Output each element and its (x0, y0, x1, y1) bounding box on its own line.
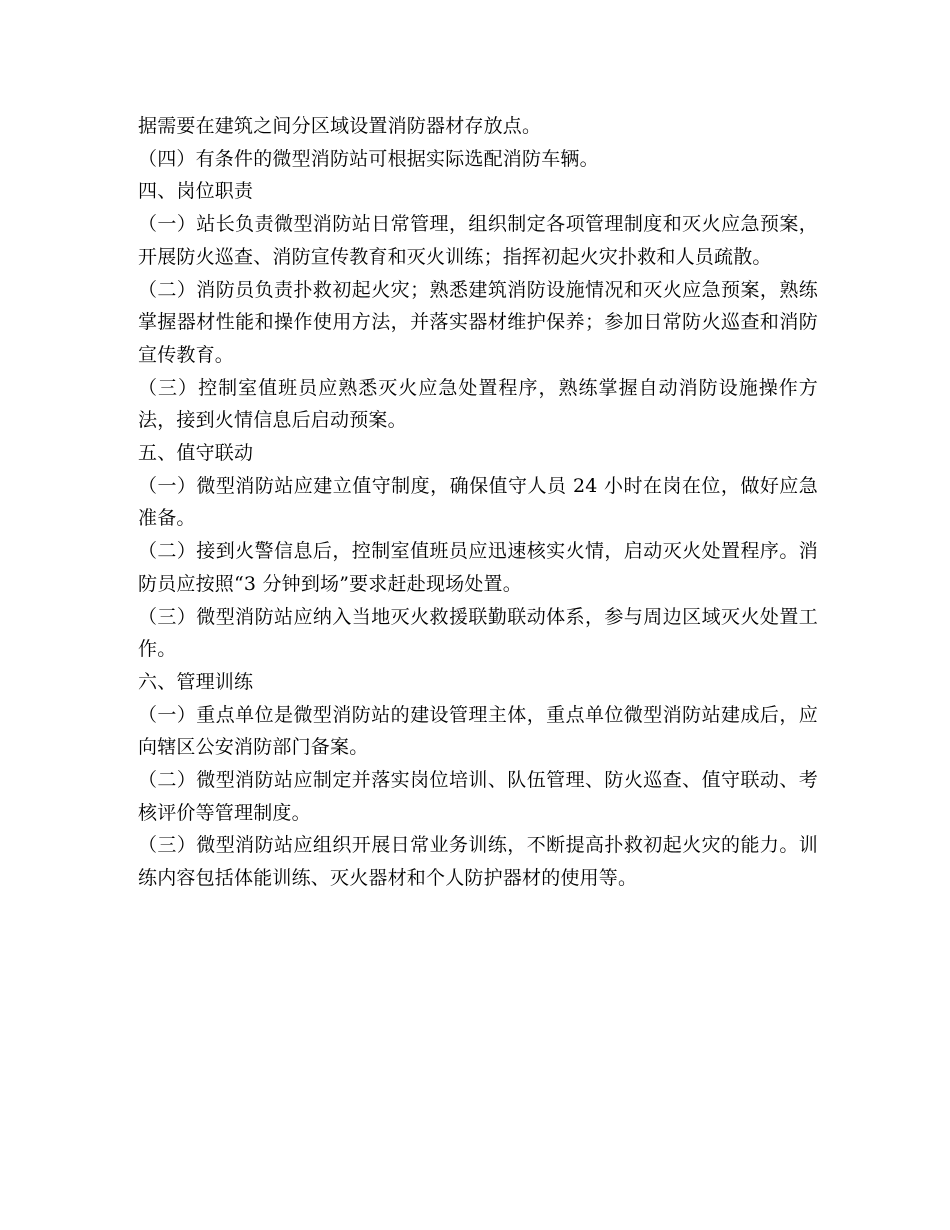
paragraph-storage-points: 据需要在建筑之间分区域设置消防器材存放点。 (138, 115, 542, 137)
paragraph-management-subject: （一）重点单位是微型消防站的建设管理主体，重点单位微型消防站建成后，应向辖区公安消防部门备案。 (138, 703, 818, 759)
paragraph-fire-alarm-response: （二）接到火警信息后，控制室值班员应迅速核实火情，启动灭火处置程序。消防员应按照“3 分钟到场”要求赶赴现场处置。 (138, 540, 818, 595)
paragraph-management-rules: （二）微型消防站应制定并落实岗位培训、队伍管理、防火巡查、值守联动、考核评价等管理制度。 (138, 769, 818, 824)
paragraph-duty-system: （一）微型消防站应建立值守制度，确保值守人员 24 小时在岗在位，做好应急准备。 (138, 474, 818, 530)
paragraph-linkage-system: （三）微型消防站应纳入当地灭火救援联勤联动体系，参与周边区域灭火处置工作。 (138, 605, 818, 661)
paragraph-station-chief: （一）站长负责微型消防站日常管理，组织制定各项管理制度和灭火应急预案，开展防火巡查、消防宣传教育和灭火训练；指挥初起火灾扑救和人员疏散。 (138, 213, 818, 268)
paragraph-fire-vehicles: （四）有条件的微型消防站可根据实际选配消防车辆。 (138, 147, 599, 170)
paragraph-control-room: （三）控制室值班员应熟悉灭火应急处置程序，熟练掌握自动消防设施操作方法，接到火情信息后启动预案。 (138, 376, 818, 432)
section-heading-duty-linkage: 五、值守联动 (138, 442, 254, 465)
paragraph-firefighter: （二）消防员负责扑救初起火灾；熟悉建筑消防设施情况和灭火应急预案，熟练掌握器材性能和操作使用方法，并落实器材维护保养；参加日常防火巡查和消防宣传教育。 (138, 278, 818, 366)
document-page (138, 110, 818, 895)
section-heading-duties: 四、岗位职责 (138, 180, 254, 203)
paragraph-daily-training: （三）微型消防站应组织开展日常业务训练，不断提高扑救初起火灾的能力。训练内容包括体能训练、灭火器材和个人防护器材的使用等。 (138, 834, 818, 890)
section-heading-management-training: 六、管理训练 (138, 670, 254, 693)
